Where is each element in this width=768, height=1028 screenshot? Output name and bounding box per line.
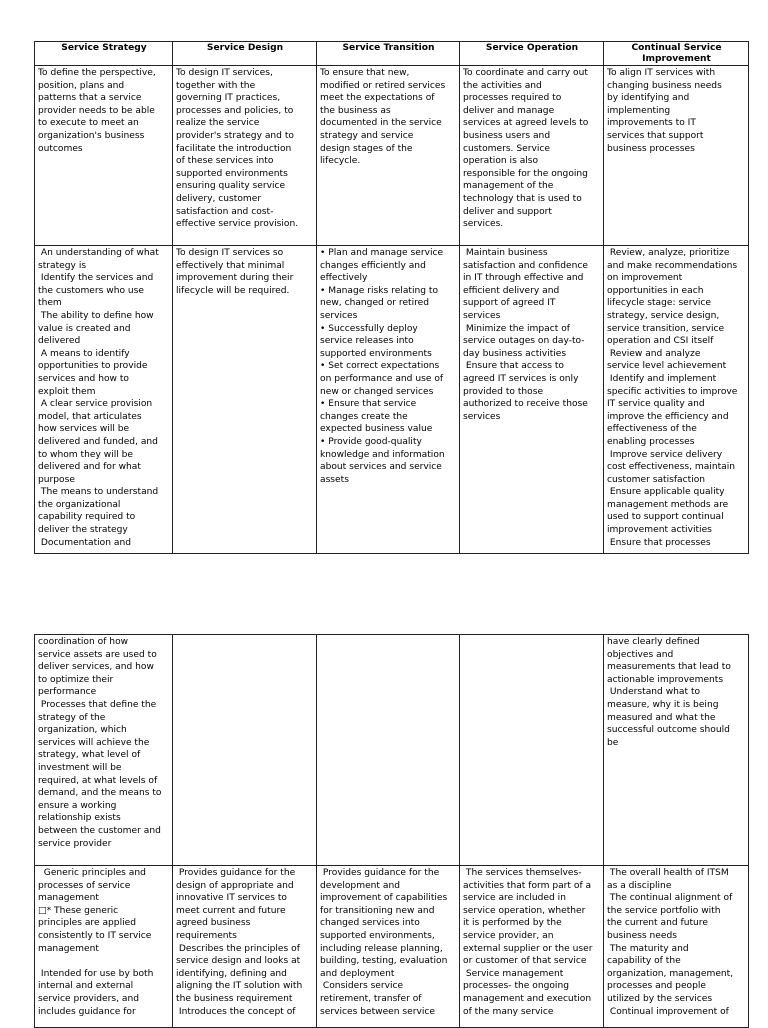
cell-line: Continual improvement of: [607, 1006, 729, 1017]
objectives-row: [35, 246, 749, 554]
cell-line: relationship exists: [38, 813, 121, 824]
cell-line: Maintain business: [463, 248, 548, 258]
header-service-transition: Service Transition: [317, 42, 460, 66]
cell-line: service transition, service: [607, 323, 725, 334]
cell-line: opportunities to provide: [38, 361, 148, 372]
cell-line: Provides guidance for the: [176, 868, 296, 878]
scope-cell: [317, 866, 460, 1028]
cell-line: operation and CSI itself: [607, 336, 714, 347]
cell-line: exploit them: [38, 386, 96, 397]
cell-line: changing business needs: [607, 80, 722, 91]
cell-line: An understanding of what: [38, 248, 159, 258]
purpose-row: [35, 66, 749, 246]
cell-line: external supplier or the user: [463, 943, 593, 954]
cell-line: • Provide good-quality: [320, 436, 422, 447]
cell-line: changed services into: [320, 918, 420, 929]
cell-line: to execute to meet an: [38, 118, 139, 129]
header-service-operation: Service Operation: [460, 42, 604, 66]
cell-line: effective service provision.: [176, 219, 299, 230]
cell-line: outcomes: [38, 143, 83, 154]
cell-line: operation is also: [463, 156, 539, 167]
cell-line: Service management: [463, 968, 564, 979]
cell-line: how services will be: [38, 424, 130, 435]
cell-line: To design IT services so: [176, 248, 284, 258]
cell-line: • Plan and manage service: [320, 248, 444, 258]
scope-row: [35, 866, 749, 1028]
cell-line: The means to understand: [38, 487, 159, 498]
cell-line: improvement of capabilities: [320, 893, 448, 904]
cell-line: cost effectiveness, maintain: [607, 462, 736, 473]
cell-line: Minimize the impact of: [463, 323, 570, 334]
cell-line: provided to those: [463, 386, 544, 397]
cell-line: Considers service: [320, 981, 404, 992]
cell-line: Identify and implement: [607, 373, 717, 384]
cell-line: organization, management,: [607, 968, 734, 979]
cell-line: Provides guidance for the: [320, 868, 440, 878]
cell-line: design of appropriate and: [176, 880, 294, 891]
cell-line: improvement activities: [607, 525, 712, 536]
itil-lifecycle-table-continued: [34, 634, 749, 1028]
objectives-cell: [317, 246, 460, 554]
cell-line: governing IT practices,: [176, 93, 281, 104]
cell-line: the activities and: [463, 80, 542, 91]
continued-cell: [317, 635, 460, 866]
cell-line: between the customer and: [38, 825, 161, 836]
cell-line: satisfaction and confidence: [463, 260, 589, 271]
cell-line: documented in the service: [320, 118, 442, 129]
cell-line: lifecycle will be required.: [176, 285, 290, 296]
cell-line: facilitate the introduction: [176, 143, 292, 154]
cell-line: processes and policies, to: [176, 105, 294, 116]
cell-line: performance: [38, 687, 97, 698]
cell-line: assets: [320, 474, 349, 485]
cell-line: retirement, transfer of: [320, 993, 422, 1004]
continued-strategy-text: [38, 636, 170, 865]
cell-line: or customer of that service: [463, 956, 587, 967]
cell-line: design stages of the: [320, 143, 413, 154]
cell-line: strategy, service design,: [607, 310, 720, 321]
cell-line: Improve service delivery: [607, 449, 723, 460]
cell-line: service provider, an: [463, 930, 554, 941]
cell-line: on performance and use of: [320, 373, 444, 384]
cell-line: modified or retired services: [320, 80, 446, 91]
cell-line: support of agreed IT: [463, 298, 556, 309]
scope-csi-text: [607, 867, 746, 1027]
continued-cell: [604, 635, 749, 866]
cell-line: measurements that lead to: [607, 662, 731, 673]
cell-line: and make recommendations: [607, 260, 738, 271]
cell-line: Generic principles and: [38, 868, 146, 878]
cell-line: delivered and for what: [38, 462, 141, 473]
continued-row: [35, 635, 749, 866]
cell-line: by identifying and: [607, 93, 690, 104]
cell-line: innovative IT services to: [176, 893, 287, 904]
cell-line: lifecycle.: [320, 156, 361, 167]
cell-line: new, changed or retired: [320, 298, 430, 309]
cell-line: position, plans and: [38, 80, 125, 91]
table-page-2: [34, 634, 748, 1028]
cell-line: services.: [463, 219, 504, 230]
purpose-operation-text: [463, 67, 601, 245]
cell-line: service design and looks at: [176, 956, 301, 967]
cell-line: [38, 955, 170, 968]
cell-line: The overall health of ITSM: [607, 868, 729, 878]
cell-line: service provider: [38, 838, 112, 849]
cell-line: Intended for use by both: [38, 968, 154, 979]
cell-line: The services themselves-: [463, 868, 582, 878]
purpose-csi-text: [607, 67, 746, 245]
cell-line: building, testing, evaluation: [320, 956, 448, 967]
objectives-cell: [460, 246, 604, 554]
cell-line: to whom they will be: [38, 449, 134, 460]
cell-line: ensuring quality service: [176, 181, 286, 192]
cell-line: management: [38, 893, 99, 904]
cell-line: coordination of how: [38, 637, 129, 647]
cell-line: service operation, whether: [463, 905, 586, 916]
objectives-cell: [35, 246, 173, 554]
cell-line: opportunities in each: [607, 285, 704, 296]
scope-design-text: [176, 867, 314, 1027]
cell-line: processes of service: [38, 880, 131, 891]
cell-line: deliver the strategy: [38, 525, 128, 536]
cell-line: delivered: [38, 336, 81, 347]
cell-line: and deployment: [320, 968, 395, 979]
cell-line: activities that form part of a: [463, 880, 592, 891]
cell-line: services that support: [607, 130, 704, 141]
cell-line: new or changed services: [320, 386, 434, 397]
cell-line: • Set correct expectations: [320, 361, 440, 372]
cell-line: • Ensure that service: [320, 399, 417, 410]
cell-line: in IT through effective and: [463, 273, 584, 284]
cell-line: meet current and future: [176, 905, 286, 916]
cell-line: processes- the ongoing: [463, 981, 569, 992]
cell-line: expected business value: [320, 424, 433, 435]
cell-line: to optimize their: [38, 674, 114, 685]
cell-line: specific activities to improve: [607, 386, 738, 397]
cell-line: have clearly defined: [607, 637, 700, 647]
cell-line: To align IT services with: [607, 68, 716, 78]
header-continual-service-improvement: Continual Service Improvement: [604, 42, 749, 66]
cell-line: To define the perspective,: [38, 68, 156, 78]
cell-line: delivery, customer: [176, 193, 262, 204]
cell-line: as a discipline: [607, 880, 672, 891]
cell-line: used to support continual: [607, 512, 724, 523]
cell-line: meet the expectations of: [320, 93, 435, 104]
cell-line: requirements: [176, 930, 237, 941]
cell-line: principles are applied: [38, 918, 136, 929]
cell-line: strategy and service: [320, 130, 414, 141]
objectives-operation-text: [463, 247, 601, 553]
objectives-cell: [604, 246, 749, 554]
purpose-cell: [317, 66, 460, 246]
cell-line: service level achievement: [607, 361, 727, 372]
cell-line: Documentation and: [38, 537, 131, 548]
cell-line: services and how to: [38, 373, 129, 384]
scope-transition-text: [320, 867, 457, 1027]
cell-line: implementing: [607, 105, 671, 116]
cell-line: measured and what the: [607, 712, 716, 723]
cell-line: Ensure that access to: [463, 361, 564, 372]
cell-line: deliver and manage: [463, 105, 555, 116]
continued-transition-text: [320, 636, 457, 865]
cell-line: development and: [320, 880, 400, 891]
cell-line: authorized to receive those: [463, 399, 588, 410]
cell-line: improve the efficiency and: [607, 411, 729, 422]
cell-line: day business activities: [463, 348, 567, 359]
cell-line: purpose: [38, 474, 75, 485]
cell-line: Introduces the concept of: [176, 1006, 296, 1017]
cell-line: effectively that minimal: [176, 260, 285, 271]
cell-line: be: [607, 737, 619, 748]
cell-line: effectively: [320, 273, 368, 284]
purpose-cell: [460, 66, 604, 246]
cell-line: it is performed by the: [463, 918, 562, 929]
cell-line: capability required to: [38, 512, 136, 523]
cell-line: services between service: [320, 1006, 435, 1017]
cell-line: deliver and support: [463, 206, 552, 217]
cell-line: A means to identify: [38, 348, 130, 359]
cell-line: satisfaction and cost-: [176, 206, 274, 217]
cell-line: investment will be: [38, 762, 122, 773]
cell-line: Ensure applicable quality: [607, 487, 725, 498]
continued-design-text: [176, 636, 314, 865]
cell-line: the business as: [320, 105, 391, 116]
cell-line: management: [38, 943, 99, 954]
cell-line: Describes the principles of: [176, 943, 300, 954]
cell-line: □* These generic: [38, 905, 119, 916]
scope-cell: [173, 866, 317, 1028]
objectives-strategy-text: [38, 247, 170, 553]
cell-line: agreed IT services is only: [463, 373, 579, 384]
cell-line: ensure a working: [38, 800, 117, 811]
cell-line: value is created and: [38, 323, 131, 334]
cell-line: efficient delivery and: [463, 285, 560, 296]
cell-line: service providers, and: [38, 993, 139, 1004]
cell-line: changes create the: [320, 411, 408, 422]
cell-line: together with the: [176, 80, 256, 91]
header-row: [35, 42, 749, 66]
cell-line: lifecycle stage: service: [607, 298, 712, 309]
scope-operation-text: [463, 867, 601, 1027]
cell-line: To coordinate and carry out: [463, 68, 588, 78]
cell-line: internal and external: [38, 981, 134, 992]
cell-line: capability of the: [607, 956, 681, 967]
cell-line: services will achieve the: [38, 737, 150, 748]
cell-line: model, that articulates: [38, 411, 142, 422]
purpose-design-text: [176, 67, 314, 245]
cell-line: agreed business: [176, 918, 251, 929]
continued-cell: [460, 635, 604, 866]
cell-line: The ability to define how: [38, 310, 154, 321]
scope-cell: [35, 866, 173, 1028]
cell-line: aligning the IT solution with: [176, 981, 303, 992]
cell-line: The continual alignment of: [607, 893, 733, 904]
cell-line: The maturity and: [607, 943, 689, 954]
cell-line: delivered and funded, and: [38, 436, 158, 447]
cell-line: the organizational: [38, 499, 121, 510]
cell-line: services: [463, 310, 501, 321]
cell-line: provider's strategy and to: [176, 130, 294, 141]
cell-line: customers. Service: [463, 143, 550, 154]
cell-line: management and execution: [463, 993, 592, 1004]
cell-line: improvements to IT: [607, 118, 696, 129]
cell-line: Identify the services and: [38, 273, 154, 284]
cell-line: business users and: [463, 130, 551, 141]
cell-line: the business requirement: [176, 993, 293, 1004]
cell-line: strategy is: [38, 260, 87, 271]
cell-line: service releases into: [320, 336, 414, 347]
cell-line: • Successfully deploy: [320, 323, 418, 334]
cell-line: provider needs to be able: [38, 105, 155, 116]
cell-line: successful outcome should: [607, 725, 730, 736]
cell-line: identifying, defining and: [176, 968, 287, 979]
cell-line: business needs: [607, 930, 677, 941]
cell-line: changes efficiently and: [320, 260, 426, 271]
cell-line: including release planning,: [320, 943, 443, 954]
purpose-strategy-text: [38, 67, 170, 245]
cell-line: patterns that a service: [38, 93, 142, 104]
cell-line: • Manage risks relating to: [320, 285, 439, 296]
purpose-cell: [35, 66, 173, 246]
cell-line: Understand what to: [607, 687, 701, 698]
cell-line: To ensure that new,: [320, 68, 410, 78]
cell-line: organization, which: [38, 725, 127, 736]
cell-line: Ensure that processes: [607, 537, 711, 548]
cell-line: strategy of the: [38, 712, 106, 723]
cell-line: processes and people: [607, 981, 706, 992]
cell-line: effectiveness of the: [607, 424, 697, 435]
objectives-design-text: [176, 247, 314, 553]
cell-line: the service portfolio with: [607, 905, 721, 916]
cell-line: consistently to IT service: [38, 930, 152, 941]
cell-line: services: [320, 310, 358, 321]
continued-cell: [173, 635, 317, 866]
cell-line: processes required to: [463, 93, 562, 104]
cell-line: measure, why it is being: [607, 699, 719, 710]
cell-line: of these services into: [176, 156, 274, 167]
cell-line: for transitioning new and: [320, 905, 435, 916]
cell-line: realize the service: [176, 118, 260, 129]
purpose-transition-text: [320, 67, 457, 245]
cell-line: enabling processes: [607, 436, 695, 447]
cell-line: utilized by the services: [607, 993, 713, 1004]
scope-cell: [604, 866, 749, 1028]
header-service-strategy: Service Strategy: [35, 42, 173, 66]
cell-line: objectives and: [607, 649, 674, 660]
continued-operation-text: [463, 636, 601, 865]
objectives-cell: [173, 246, 317, 554]
cell-line: customer satisfaction: [607, 474, 706, 485]
cell-line: management of the: [463, 181, 554, 192]
cell-line: organization's business: [38, 130, 145, 141]
cell-line: service outages on day-to-: [463, 336, 585, 347]
cell-line: services at agreed levels to: [463, 118, 589, 129]
cell-line: IT service quality and: [607, 399, 705, 410]
cell-line: deliver services, and how: [38, 662, 154, 673]
cell-line: improvement during their: [176, 273, 294, 284]
scope-strategy-text: [38, 867, 170, 1027]
purpose-cell: [604, 66, 749, 246]
cell-line: supported environments: [176, 168, 288, 179]
cell-line: supported environments: [320, 348, 432, 359]
objectives-csi-text: [607, 247, 746, 553]
itil-lifecycle-table: [34, 41, 749, 554]
continued-cell: [35, 635, 173, 866]
cell-line: strategy, what level of: [38, 750, 141, 761]
header-service-design: Service Design: [173, 42, 317, 66]
cell-line: supported environments,: [320, 930, 435, 941]
cell-line: includes guidance for: [38, 1006, 136, 1017]
cell-line: A clear service provision: [38, 399, 153, 410]
cell-line: Processes that define the: [38, 699, 157, 710]
cell-line: the customers who use: [38, 285, 145, 296]
scope-cell: [460, 866, 604, 1028]
cell-line: on improvement: [607, 273, 683, 284]
cell-line: Review, analyze, prioritize: [607, 248, 730, 258]
cell-line: required, at what levels of: [38, 775, 158, 786]
cell-line: about services and service: [320, 462, 442, 473]
objectives-transition-text: [320, 247, 457, 553]
cell-line: the current and future: [607, 918, 708, 929]
cell-line: of the many service: [463, 1006, 554, 1017]
cell-line: service assets are used to: [38, 649, 157, 660]
cell-line: actionable improvements: [607, 674, 724, 685]
cell-line: management methods are: [607, 499, 729, 510]
cell-line: service are included in: [463, 893, 566, 904]
purpose-cell: [173, 66, 317, 246]
cell-line: responsible for the ongoing: [463, 168, 588, 179]
cell-line: knowledge and information: [320, 449, 445, 460]
cell-line: To design IT services,: [176, 68, 273, 78]
cell-line: Review and analyze: [607, 348, 701, 359]
continued-csi-text: [607, 636, 746, 865]
cell-line: business processes: [607, 143, 695, 154]
cell-line: services: [463, 411, 501, 422]
cell-line: them: [38, 298, 62, 309]
cell-line: technology that is used to: [463, 193, 582, 204]
table-page-1: [34, 41, 748, 554]
cell-line: demand, and the means to: [38, 788, 162, 799]
